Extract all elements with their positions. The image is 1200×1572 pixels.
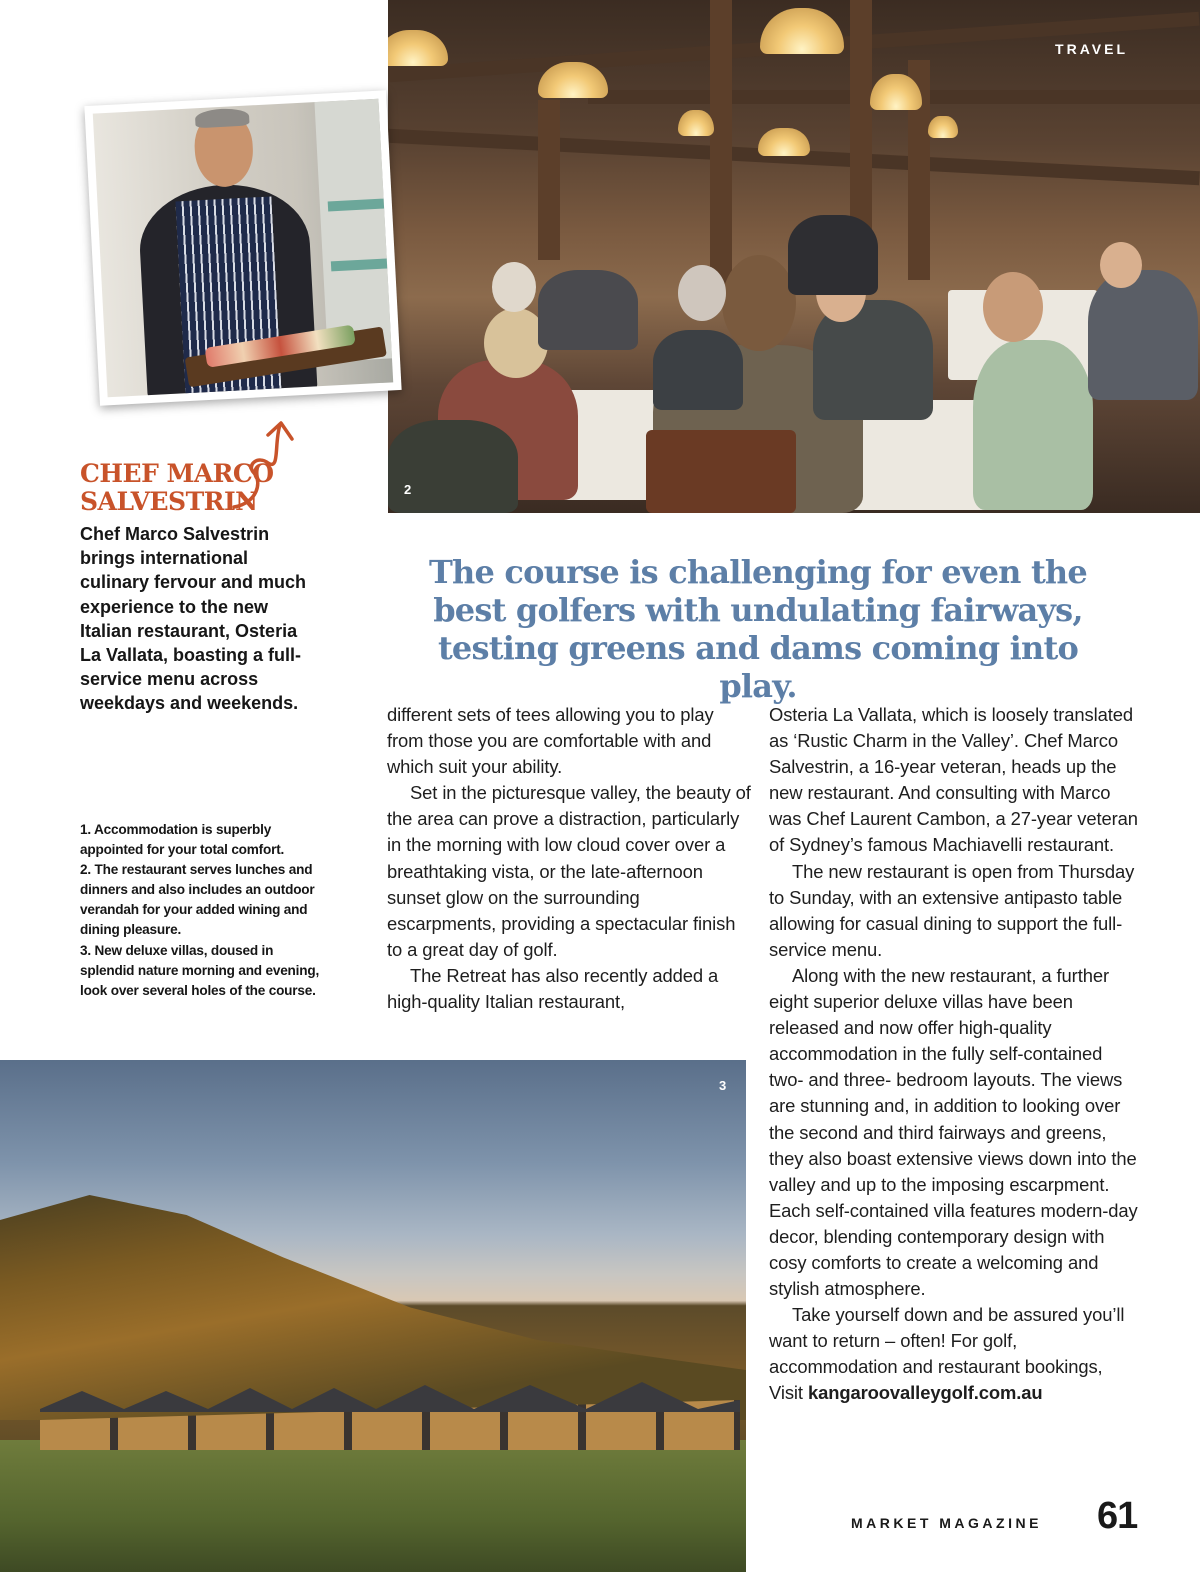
page-number: 61 [1097, 1495, 1138, 1537]
paragraph: different sets of tees allowing you to play from those you are comfortable with and which suit your ability. [387, 704, 714, 778]
photo-number: 3 [719, 1078, 727, 1093]
section-label: TRAVEL [1055, 41, 1128, 57]
villas-photo [0, 1060, 746, 1572]
paragraph: Set in the picturesque valley, the beauty of the area can prove a distraction, particularly in the morning with low cloud cover over a breathtaking vista, or the late-afternoon sunset glow on the surrounding escarpments, providing a spectacular finish to a great day of golf. [387, 782, 751, 960]
article-column-1 [387, 702, 752, 1015]
article-column-2 [769, 702, 1139, 1407]
magazine-name: MARKET MAGAZINE [851, 1515, 1042, 1531]
caption-2: 2. The restaurant serves lunches and dinners and also includes an outdoor verandah for your added wining and dining pleasure. [80, 862, 315, 938]
chef-caption-heading [80, 460, 280, 516]
chef-photo [84, 90, 401, 405]
caption-1: 1. Accommodation is superbly appointed for your total comfort. [80, 822, 285, 858]
restaurant-photo [388, 0, 1200, 513]
pull-quote: The course is challenging for even the best golfers with undulating fairways, testing greens and dams coming into play. [429, 553, 1087, 705]
website-link[interactable]: kangaroovalleygolf.com.au [807, 1382, 1043, 1404]
caption-3: 3. New deluxe villas, doused in splendid nature morning and evening, look over several holes of the course. [80, 942, 320, 998]
closing-text: Take yourself down and be assured you’ll want to return – often! For golf, accommodation and restaurant bookings, Visit [769, 1304, 1125, 1404]
paragraph: The Retreat has also recently added a high-quality Italian restaurant, [387, 964, 719, 1013]
paragraph: Along with the new restaurant, a further eight superior deluxe villas have been released and now offer high-quality accommodation in the fully self-contained two- and three- bedroom layouts. The views are stunning and, in addition to looking over the second and third fairways and greens, they also boast extensive views down into the valley and up to the imposing escarpment. Each self-contained villa features modern-day decor, blending contemporary design with cosy comforts to create a welcoming and stylish atmosphere. [769, 964, 1138, 1300]
photo-number: 2 [404, 482, 412, 497]
chef-heading-line2: SALVESTRIN [80, 487, 258, 516]
photo-captions [80, 820, 320, 1001]
chef-heading-line1: CHEF MARCO [80, 459, 274, 488]
paragraph: Osteria La Vallata, which is loosely translated as ‘Rustic Charm in the Valley’. Chef Marco Salvestrin, a 16-year veteran, heads up the new restaurant. And consulting with Marco was Chef Laurent Cambon, a 27-year veteran of Sydney’s famous Machiavelli restaurant. [769, 704, 1138, 856]
chef-caption-blurb: Chef Marco Salvestrin brings international culinary fervour and much experience to the new Italian restaurant, Osteria La Vallata, boasting a full-service menu across weekdays and weekends. [80, 524, 307, 714]
closing-paragraph [769, 1302, 1139, 1406]
paragraph: The new restaurant is open from Thursday to Sunday, with an extensive antipasto table allowing for casual dining to support the full-service menu. [769, 860, 1135, 960]
